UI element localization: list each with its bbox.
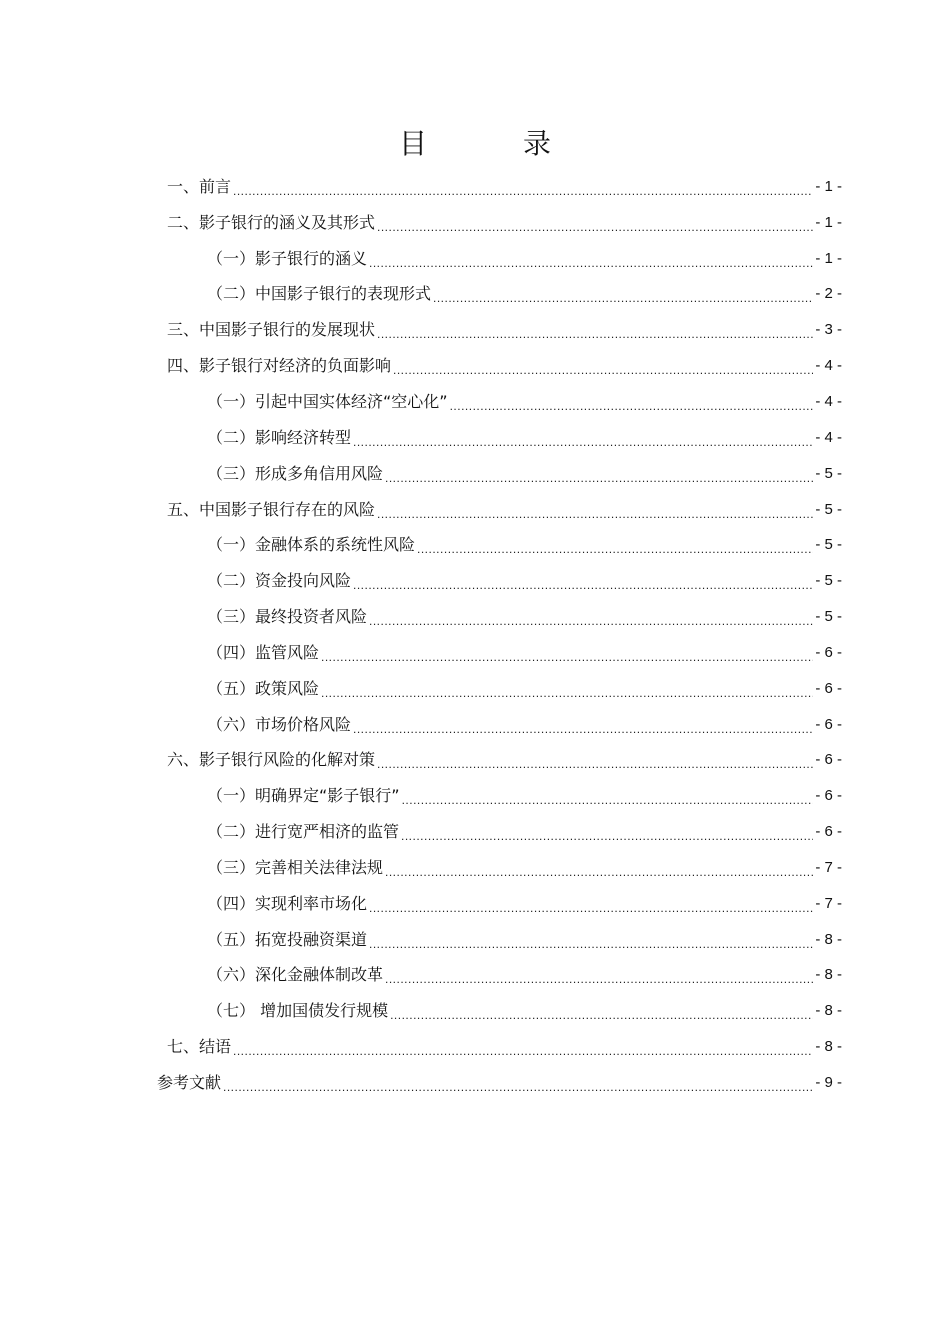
toc-dot-leader <box>433 288 813 308</box>
toc-entry[interactable] <box>0 707 950 743</box>
toc-entry-label: （五）拓宽投融资渠道 <box>207 929 368 949</box>
toc-dot-leader <box>401 826 813 846</box>
toc-entry-page-number: - 2 - <box>815 285 842 303</box>
toc-entry-label: （六）市场价格风险 <box>207 714 352 734</box>
toc-dot-leader <box>390 1005 813 1025</box>
toc-entry-label: （二）影响经济转型 <box>207 427 352 447</box>
toc-entry[interactable] <box>0 563 950 599</box>
toc-entry-label: 六、影子银行风险的化解对策 <box>167 750 376 770</box>
toc-entry-page-number: - 4 - <box>815 428 842 446</box>
toc-entry-label: （三）完善相关法律法规 <box>207 857 384 877</box>
toc-dot-leader <box>233 181 813 201</box>
toc-entry-page-number: - 1 - <box>815 177 842 195</box>
toc-entry-label: （七） 增加国债发行规模 <box>207 1001 389 1021</box>
toc-entry-label: （一）金融体系的系统性风险 <box>207 535 416 555</box>
toc-entry[interactable] <box>0 599 950 635</box>
toc-dot-leader <box>321 683 813 703</box>
toc-entry[interactable] <box>0 384 950 420</box>
toc-entry[interactable] <box>0 420 950 456</box>
toc-dot-leader <box>385 862 813 882</box>
toc-dot-leader <box>369 898 813 918</box>
toc-entry-page-number: - 4 - <box>815 392 842 410</box>
toc-entry-page-number: - 1 - <box>815 213 842 231</box>
toc-entry[interactable] <box>0 1065 950 1101</box>
toc-entry-page-number: - 5 - <box>815 464 842 482</box>
toc-entry[interactable] <box>0 527 950 563</box>
toc-dot-leader <box>369 253 813 273</box>
toc-entry[interactable] <box>0 277 950 313</box>
toc-entry-page-number: - 6 - <box>815 643 842 661</box>
toc-entry-page-number: - 8 - <box>815 930 842 948</box>
toc-entry-page-number: - 7 - <box>815 894 842 912</box>
toc-entry[interactable] <box>0 743 950 779</box>
toc-dot-leader <box>377 324 813 344</box>
toc-dot-leader <box>233 1041 813 1061</box>
toc-entry[interactable] <box>0 205 950 241</box>
toc-dot-leader <box>377 754 813 774</box>
toc-dot-leader <box>393 360 813 380</box>
toc-entry-label: （四）实现利率市场化 <box>207 893 368 913</box>
toc-entry-label: （四）监管风险 <box>207 642 320 662</box>
toc-entry[interactable] <box>0 492 950 528</box>
toc-entry[interactable] <box>0 635 950 671</box>
toc-entry-page-number: - 7 - <box>815 858 842 876</box>
toc-title: 目 录 <box>398 127 585 160</box>
toc-entry[interactable] <box>0 993 950 1029</box>
toc-entry-page-number: - 6 - <box>815 679 842 697</box>
toc-entry[interactable] <box>0 456 950 492</box>
toc-entry-label: （一）影子银行的涵义 <box>207 248 368 268</box>
toc-entry[interactable] <box>0 850 950 886</box>
toc-entry[interactable] <box>0 348 950 384</box>
toc-entry-label: 七、结语 <box>167 1037 232 1057</box>
toc-entry-label: （三）形成多角信用风险 <box>207 463 384 483</box>
toc-entry-page-number: - 1 - <box>815 249 842 267</box>
toc-entry-label: （二）进行宽严相济的监管 <box>207 822 400 842</box>
toc-entry-page-number: - 6 - <box>815 715 842 733</box>
toc-entry-label: 四、影子银行对经济的负面影响 <box>167 356 392 376</box>
toc-dot-leader <box>353 575 813 595</box>
toc-entry-page-number: - 6 - <box>815 787 842 805</box>
toc-dot-leader <box>353 432 813 452</box>
toc-entry[interactable] <box>0 671 950 707</box>
toc-entry-label: （三）最终投资者风险 <box>207 607 368 627</box>
toc-entry-label: （二）中国影子银行的表现形式 <box>207 284 432 304</box>
toc-entry[interactable] <box>0 958 950 994</box>
toc-entry[interactable] <box>0 922 950 958</box>
toc-dot-leader <box>377 217 813 237</box>
toc-dot-leader <box>385 969 813 989</box>
toc-entry-label: 五、中国影子银行存在的风险 <box>167 499 376 519</box>
toc-entry-label: （一）引起中国实体经济“空心化” <box>207 391 448 411</box>
toc-dot-leader <box>377 504 813 524</box>
toc-entry[interactable] <box>0 886 950 922</box>
toc-entry-page-number: - 8 - <box>815 1038 842 1056</box>
toc-entry[interactable] <box>0 241 950 277</box>
toc-entry[interactable] <box>0 169 950 205</box>
toc-dot-leader <box>402 790 814 810</box>
toc-dot-leader <box>223 1077 813 1097</box>
toc-entry[interactable] <box>0 1029 950 1065</box>
toc-entry-label: 一、前言 <box>167 176 232 196</box>
toc-entry-page-number: - 8 - <box>815 966 842 984</box>
toc-entry-label: （六）深化金融体制改革 <box>207 965 384 985</box>
toc-entry-label: （一）明确界定“影子银行” <box>207 786 400 806</box>
toc-entry-label: （五）政策风险 <box>207 678 320 698</box>
toc-entry[interactable] <box>0 814 950 850</box>
toc-entry-page-number: - 6 - <box>815 823 842 841</box>
toc-dot-leader <box>321 647 813 667</box>
toc-entry-page-number: - 5 - <box>815 500 842 518</box>
toc-dot-leader <box>385 468 813 488</box>
table-of-contents <box>0 169 950 1101</box>
toc-entry-page-number: - 6 - <box>815 751 842 769</box>
toc-dot-leader <box>417 539 813 559</box>
toc-entry-page-number: - 8 - <box>815 1002 842 1020</box>
toc-entry-page-number: - 5 - <box>815 572 842 590</box>
toc-dot-leader <box>450 396 814 416</box>
toc-entry-page-number: - 4 - <box>815 357 842 375</box>
toc-entry-label: （二）资金投向风险 <box>207 571 352 591</box>
toc-entry-page-number: - 5 - <box>815 536 842 554</box>
toc-entry-label: 参考文献 <box>157 1073 222 1093</box>
toc-entry-page-number: - 3 - <box>815 321 842 339</box>
toc-entry[interactable] <box>0 312 950 348</box>
toc-dot-leader <box>369 611 813 631</box>
toc-entry-page-number: - 5 - <box>815 608 842 626</box>
toc-entry-page-number: - 9 - <box>815 1074 842 1092</box>
toc-entry[interactable] <box>0 778 950 814</box>
toc-entry-label: 三、中国影子银行的发展现状 <box>167 320 376 340</box>
toc-dot-leader <box>369 934 813 954</box>
toc-dot-leader <box>353 719 813 739</box>
toc-entry-label: 二、影子银行的涵义及其形式 <box>167 212 376 232</box>
